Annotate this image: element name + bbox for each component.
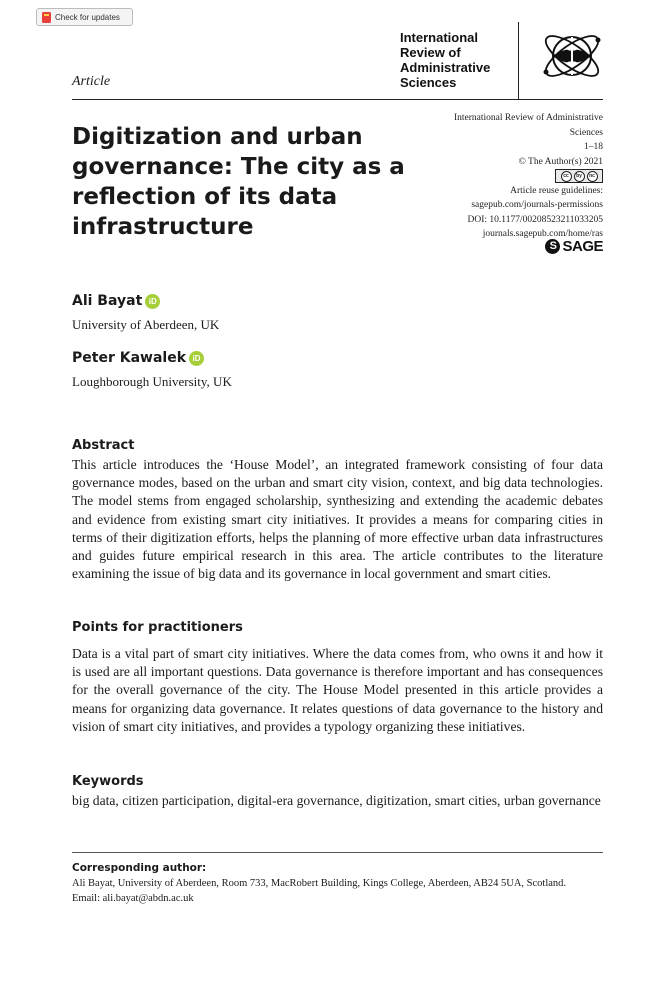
meta-journal-link[interactable]: journals.sagepub.com/home/ras (482, 229, 603, 240)
corresponding-address: Ali Bayat, University of Aberdeen, Room 733, MacRobert Building, Kings College, Aberdeen, AB24 5UA, Scotland. (72, 878, 567, 889)
corresponding-email[interactable]: Email: ali.bayat@abdn.ac.uk (72, 893, 194, 904)
orcid-icon[interactable]: iD (189, 351, 204, 366)
corresponding-author-heading: Corresponding author: (72, 862, 207, 874)
keywords-text: big data, citizen participation, digital-era governance, digitization, smart cities, urban governance (72, 793, 601, 808)
author-affiliation: University of Aberdeen, UK (72, 317, 220, 332)
practitioners-heading: Points for practitioners (72, 620, 243, 635)
creative-commons-license-icon[interactable]: cc by nc (555, 169, 603, 183)
author-affiliation: Loughborough University, UK (72, 374, 232, 389)
update-badge-icon (42, 12, 51, 23)
meta-journal-cont: Sciences (569, 127, 603, 138)
article-type-label: Article (72, 74, 111, 89)
article-title: Digitization and urban governance: The city as a reflection of its data infrastructure (72, 124, 405, 240)
meta-copyright: © The Author(s) 2021 (518, 156, 603, 167)
meta-pages: 1–18 (584, 142, 603, 152)
orcid-icon[interactable]: iD (145, 294, 160, 309)
publication-meta (403, 111, 603, 242)
keywords-heading: Keywords (72, 774, 144, 789)
sage-s-icon: S (545, 239, 560, 254)
header-rule (72, 99, 603, 100)
abstract-heading: Abstract (72, 438, 135, 453)
abstract-text: This article introduces the ‘House Model’, an integrated framework consisting of four data governance modes, based on the urban and smart city vision, context, and big data technologies. The model stems from engaged scholarship, synthesizing and extending the academic debates and evidence from existing smart city initiatives. It provides a means for comparing cities in terms of their digitization efforts, helps the planning of more effective urban data infrastructures and guides future empirical research in this area. The article contributes to the literature examining the issue of big data and its governance in local government and smart cities. (72, 457, 603, 582)
meta-journal: International Review of Administrative (453, 113, 603, 123)
meta-reuse-link[interactable]: sagepub.com/journals-permissions (471, 200, 603, 211)
author-name: Peter Kawalek iD (72, 350, 204, 366)
practitioners-text: Data is a vital part of smart city initiatives. Where the data comes from, who owns it and how it is used are all important questions. Data governance is therefore important and has consequences for the overall governance of the city. The House Model presented in this article provides a means for organizing data governance. It relates questions of data governance to the history and vision of smart city initiatives, and provides a typology organizing these initiatives. (72, 646, 603, 734)
check-updates-label: Check for updates (55, 12, 120, 22)
header-divider (518, 22, 519, 100)
journal-name: International Review of Administrative Sciences (400, 30, 491, 90)
meta-doi[interactable]: DOI: 10.1177/00208523211033205 (467, 214, 603, 225)
author-name: Ali Bayat iD (72, 293, 160, 309)
check-for-updates-button[interactable] (36, 8, 133, 26)
sage-logo: S SAGE (545, 238, 603, 255)
meta-reuse-label: Article reuse guidelines: (510, 185, 603, 196)
footnote-rule (72, 852, 603, 853)
journal-globe-logo-icon (538, 22, 606, 90)
